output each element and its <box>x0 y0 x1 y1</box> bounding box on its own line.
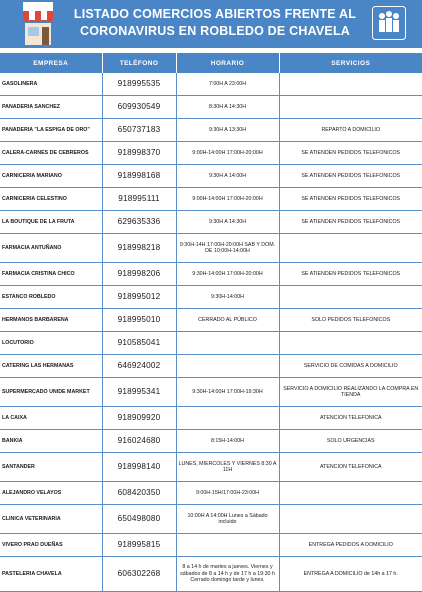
cell-horario: 10:00H A 14:00H Lunes a Sábado incluido <box>176 505 279 534</box>
cell-servicios: SE ATIENDEN PEDIDOS TELEFONICOS <box>279 165 422 188</box>
cell-servicios: ENTREGA PEDIDOS A DOMICILIO <box>279 534 422 557</box>
table-row <box>0 378 422 407</box>
cell-empresa: ALEJANDRO VELAYOS <box>0 482 102 505</box>
cell-empresa: CARNICERIA CELESTINO <box>0 188 102 211</box>
cell-telefono: 918995535 <box>102 73 176 96</box>
cell-horario: 8 a 14 h de martes a jueves. Viernes y sábados de 8 a 14 h y de 17 h a 19:30 h Cerrado domingo tarde y lunes. <box>176 557 279 592</box>
cell-telefono: 918995111 <box>102 188 176 211</box>
cell-telefono: 916024680 <box>102 430 176 453</box>
cell-empresa: PANADERIA "LA ESPIGA DE ORO" <box>0 119 102 142</box>
cell-servicios: SERVICIO DE COMIDAS A DOMICILIO <box>279 355 422 378</box>
cell-servicios: SE ATIENDEN PEDIDOS TELEFONICOS <box>279 263 422 286</box>
cell-telefono: 609930549 <box>102 96 176 119</box>
cell-telefono: 629635336 <box>102 211 176 234</box>
cell-servicios <box>279 332 422 355</box>
cell-empresa: GASOLINERA <box>0 73 102 96</box>
cell-servicios: SERVICIO A DOMICILIO REALIZANDO LA COMPRA EN TIENDA <box>279 378 422 407</box>
cell-empresa: BANKIA <box>0 430 102 453</box>
people-group-icon <box>372 6 406 40</box>
cell-servicios <box>279 73 422 96</box>
cell-horario <box>176 332 279 355</box>
table-row <box>0 142 422 165</box>
cell-telefono: 646924002 <box>102 355 176 378</box>
cell-horario: LUNES, MIERCOLES Y VIERNES 8:30 A 11H <box>176 453 279 482</box>
cell-horario: 8:15H-14:00H <box>176 430 279 453</box>
table-row <box>0 557 422 592</box>
cell-servicios: ATENCION TELEFONICA <box>279 453 422 482</box>
cell-servicios: SE ATIENDEN PEDIDOS TELEFONICOS <box>279 211 422 234</box>
cell-telefono: 608420350 <box>102 482 176 505</box>
cell-servicios <box>279 96 422 119</box>
table-row <box>0 211 422 234</box>
cell-horario: 9:00H-14:00H 17:00H-20:00H <box>176 142 279 165</box>
table-row <box>0 263 422 286</box>
page-title <box>70 6 360 40</box>
header-banner <box>0 0 422 48</box>
cell-telefono: 650498080 <box>102 505 176 534</box>
table-row <box>0 453 422 482</box>
cell-horario <box>176 407 279 430</box>
table-row <box>0 188 422 211</box>
cell-servicios: SOLO URGENCIAS <box>279 430 422 453</box>
table-row <box>0 430 422 453</box>
cell-horario: 9:30H-14H 17:00H-20:00H SAB Y DOM. DE 10:00H-14:00H <box>176 234 279 263</box>
cell-horario: 9:30H A 14:30H <box>176 211 279 234</box>
cell-horario: 9:00H-14:00H 17:00H-20:00H <box>176 188 279 211</box>
table-row <box>0 534 422 557</box>
cell-servicios <box>279 286 422 309</box>
shop-awning-icon <box>20 0 56 46</box>
cell-telefono: 918998168 <box>102 165 176 188</box>
cell-horario: CERRADO AL PÚBLICO <box>176 309 279 332</box>
cell-telefono: 918998370 <box>102 142 176 165</box>
table-row <box>0 407 422 430</box>
cell-telefono: 918998218 <box>102 234 176 263</box>
cell-horario: 8:30H A 14:30H <box>176 96 279 119</box>
cell-empresa: ESTANCO ROBLEDO <box>0 286 102 309</box>
column-header-empresa: EMPRESA <box>0 53 102 73</box>
cell-horario: 7:00H A 23:00H <box>176 73 279 96</box>
table-row <box>0 96 422 119</box>
cell-empresa: PANADERIA SANCHEZ <box>0 96 102 119</box>
cell-servicios: SE ATIENDEN PEDIDOS TELEFONICOS <box>279 142 422 165</box>
column-header-servicios: SERVICIOS <box>279 53 422 73</box>
cell-empresa: HERMANOS BARBARENA <box>0 309 102 332</box>
cell-telefono: 918995012 <box>102 286 176 309</box>
cell-telefono: 650737183 <box>102 119 176 142</box>
cell-horario <box>176 534 279 557</box>
cell-servicios: SE ATIENDEN PEDIDOS TELEFONICOS <box>279 188 422 211</box>
cell-telefono: 910585041 <box>102 332 176 355</box>
cell-telefono: 918995010 <box>102 309 176 332</box>
table-row <box>0 165 422 188</box>
cell-servicios <box>279 505 422 534</box>
cell-telefono: 918995341 <box>102 378 176 407</box>
cell-horario: 9:30H A 13:30H <box>176 119 279 142</box>
cell-empresa: CARNICERIA MARIANO <box>0 165 102 188</box>
cell-telefono: 918909920 <box>102 407 176 430</box>
cell-empresa: SANTANDER <box>0 453 102 482</box>
cell-horario: 9:30H A 14:00H <box>176 165 279 188</box>
cell-servicios: ATENCION TELEFONICA <box>279 407 422 430</box>
cell-empresa: CALERA-CARNES DE CEBREROS <box>0 142 102 165</box>
cell-empresa: LA BOUTIQUE DE LA FRUTA <box>0 211 102 234</box>
table-row <box>0 73 422 96</box>
cell-empresa: PASTELERIA CHAVELA <box>0 557 102 592</box>
cell-empresa: FARMACIA CRISTINA CHICO <box>0 263 102 286</box>
cell-servicios: REPARTO A DOMICILIO <box>279 119 422 142</box>
column-header-horario: HORARIO <box>176 53 279 73</box>
table-row <box>0 505 422 534</box>
shops-table <box>0 53 422 592</box>
cell-horario: 9:30H-14:00H 17:00H-19:30H <box>176 378 279 407</box>
cell-horario <box>176 355 279 378</box>
cell-empresa: VIVERO PRAO DUEÑAS <box>0 534 102 557</box>
cell-empresa: FARMACIA ANTUÑANO <box>0 234 102 263</box>
cell-empresa: SUPERMERCADO UNIDE MARKET <box>0 378 102 407</box>
title-line-1: LISTADO COMERCIOS ABIERTOS FRENTE AL <box>73 7 357 21</box>
table-row <box>0 234 422 263</box>
table-row <box>0 119 422 142</box>
cell-horario: 9:30H-14:00H <box>176 286 279 309</box>
table-row <box>0 482 422 505</box>
cell-empresa: LA CAIXA <box>0 407 102 430</box>
title-line-2: CORONAVIRUS EN ROBLEDO DE CHAVELA <box>79 24 351 38</box>
table-row <box>0 355 422 378</box>
cell-telefono: 918998206 <box>102 263 176 286</box>
table-header-row <box>0 53 422 73</box>
cell-servicios <box>279 482 422 505</box>
cell-horario: 9:30H-14:00H 17:00H-20:00H <box>176 263 279 286</box>
table-row <box>0 332 422 355</box>
cell-empresa: CLINICA VETERINARIA <box>0 505 102 534</box>
column-header-telefono: TELÉFONO <box>102 53 176 73</box>
cell-servicios: SOLO PEDIDOS TELEFONICOS <box>279 309 422 332</box>
cell-telefono: 918995815 <box>102 534 176 557</box>
cell-empresa: LOCUTORIO <box>0 332 102 355</box>
cell-servicios <box>279 234 422 263</box>
table-row <box>0 286 422 309</box>
cell-horario: 9:00H-15H/17:00H-23:00H <box>176 482 279 505</box>
table-row <box>0 309 422 332</box>
cell-empresa: CATERING LAS HERMANAS <box>0 355 102 378</box>
cell-telefono: 918998140 <box>102 453 176 482</box>
cell-telefono: 606302268 <box>102 557 176 592</box>
cell-servicios: ENTREGA A DOMICILIO de 14h a 17 h. <box>279 557 422 592</box>
